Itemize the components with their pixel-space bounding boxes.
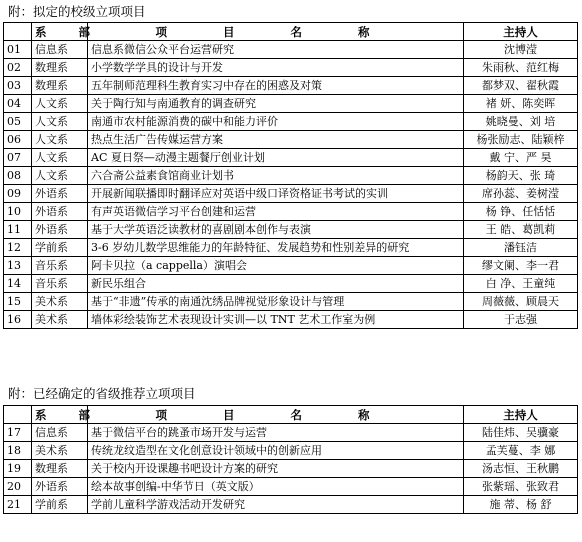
department-cell: 数理系 <box>32 59 88 77</box>
project-title-cell: 五年制师范理科生教育实习中存在的困惑及对策 <box>88 77 464 95</box>
row-number: 17 <box>4 424 32 442</box>
table-row <box>4 442 578 460</box>
host-cell: 王 皓、葛凯莉 <box>464 221 578 239</box>
department-cell: 信息系 <box>32 424 88 442</box>
row-number: 04 <box>4 95 32 113</box>
row-number: 18 <box>4 442 32 460</box>
department-cell: 音乐系 <box>32 257 88 275</box>
host-cell: 席孙蕊、姜树滢 <box>464 185 578 203</box>
project-title-cell: 墙体彩绘装饰艺术表现设计实训—以 TNT 艺术工作室为例 <box>88 311 464 329</box>
project-title-cell: 学前儿童科学游戏活动开发研究 <box>88 496 464 514</box>
host-cell: 朱雨秋、范红梅 <box>464 59 578 77</box>
table-row <box>4 95 578 113</box>
header-dept: 系 部 <box>32 23 88 41</box>
host-cell: 都梦双、翟秋霞 <box>464 77 578 95</box>
table-row <box>4 113 578 131</box>
table-row <box>4 41 578 59</box>
row-number: 03 <box>4 77 32 95</box>
header-title: 项 目 名 称 <box>88 406 464 424</box>
header-title: 项 目 名 称 <box>88 23 464 41</box>
project-title-cell: 南通市农村能源消费的碳中和能力评价 <box>88 113 464 131</box>
department-cell: 外语系 <box>32 478 88 496</box>
table-row <box>4 131 578 149</box>
section2-heading: 附：已经确定的省级推荐立项项目 <box>8 386 196 401</box>
project-title-cell: 小学数学学具的设计与开发 <box>88 59 464 77</box>
table-row <box>4 311 578 329</box>
project-title-cell: 六合斋公益素食馆商业计划书 <box>88 167 464 185</box>
table-row <box>4 275 578 293</box>
row-number: 07 <box>4 149 32 167</box>
table-header-row <box>4 23 578 41</box>
row-number: 21 <box>4 496 32 514</box>
project-title-cell: AC 夏日祭—动漫主题餐厅创业计划 <box>88 149 464 167</box>
section1-heading: 附：拟定的校级立项项目 <box>8 4 146 19</box>
department-cell: 外语系 <box>32 203 88 221</box>
host-cell: 杨张励志、陆颖梓 <box>464 131 578 149</box>
host-cell: 沈博滢 <box>464 41 578 59</box>
department-cell: 学前系 <box>32 496 88 514</box>
department-cell: 外语系 <box>32 185 88 203</box>
header-host: 主持人 <box>464 23 578 41</box>
department-cell: 学前系 <box>32 239 88 257</box>
project-title-cell: 基于大学英语泛读教材的喜剧剧本创作与表演 <box>88 221 464 239</box>
header-host: 主持人 <box>464 406 578 424</box>
project-title-cell: 3-6 岁幼儿数学思维能力的年龄特征、发展趋势和性别差异的研究 <box>88 239 464 257</box>
header-no <box>4 406 32 424</box>
table-row <box>4 478 578 496</box>
project-title-cell: 基于微信平台的跳蚤市场开发与运营 <box>88 424 464 442</box>
table-row <box>4 77 578 95</box>
host-cell: 周薇薇、顾晨天 <box>464 293 578 311</box>
header-no <box>4 23 32 41</box>
row-number: 08 <box>4 167 32 185</box>
project-title-cell: 基于“非遗”传承的南通沈绣品牌视觉形象设计与管理 <box>88 293 464 311</box>
row-number: 20 <box>4 478 32 496</box>
row-number: 06 <box>4 131 32 149</box>
department-cell: 美术系 <box>32 311 88 329</box>
host-cell: 白 净、王童纯 <box>464 275 578 293</box>
school-projects-table <box>3 22 578 329</box>
department-cell: 人文系 <box>32 95 88 113</box>
department-cell: 外语系 <box>32 221 88 239</box>
host-cell: 戴 宁、严 昊 <box>464 149 578 167</box>
project-title-cell: 关于陶行知与南通教育的调查研究 <box>88 95 464 113</box>
table-row <box>4 59 578 77</box>
table-row <box>4 496 578 514</box>
row-number: 09 <box>4 185 32 203</box>
department-cell: 美术系 <box>32 293 88 311</box>
table-row <box>4 221 578 239</box>
project-title-cell: 开展新闻联播即时翻译应对英语中级口译资格证书考试的实训 <box>88 185 464 203</box>
department-cell: 数理系 <box>32 460 88 478</box>
row-number: 12 <box>4 239 32 257</box>
row-number: 14 <box>4 275 32 293</box>
department-cell: 音乐系 <box>32 275 88 293</box>
project-title-cell: 绘本故事创编-中华节日（英文版） <box>88 478 464 496</box>
table-row <box>4 185 578 203</box>
row-number: 16 <box>4 311 32 329</box>
host-cell: 陆佳炜、吴骥豪 <box>464 424 578 442</box>
table-row <box>4 257 578 275</box>
header-dept: 系 部 <box>32 406 88 424</box>
table-row <box>4 424 578 442</box>
project-title-cell: 关于校内开设课趣书吧设计方案的研究 <box>88 460 464 478</box>
host-cell: 杨 铮、任恬恬 <box>464 203 578 221</box>
host-cell: 姚晓曼、刘 培 <box>464 113 578 131</box>
host-cell: 杨韵天、张 琦 <box>464 167 578 185</box>
host-cell: 褚 妍、陈奕晖 <box>464 95 578 113</box>
host-cell: 汤志恒、王秋鹏 <box>464 460 578 478</box>
row-number: 01 <box>4 41 32 59</box>
table-header-row <box>4 406 578 424</box>
project-title-cell: 有声英语微信学习平台创建和运营 <box>88 203 464 221</box>
project-title-cell: 新民乐组合 <box>88 275 464 293</box>
project-title-cell: 传统龙纹造型在文化创意设计领域中的创新应用 <box>88 442 464 460</box>
table-row <box>4 167 578 185</box>
table-row <box>4 293 578 311</box>
host-cell: 施 蒂、杨 舒 <box>464 496 578 514</box>
department-cell: 人文系 <box>32 131 88 149</box>
host-cell: 于志强 <box>464 311 578 329</box>
department-cell: 美术系 <box>32 442 88 460</box>
department-cell: 人文系 <box>32 149 88 167</box>
provincial-projects-table <box>3 405 578 514</box>
department-cell: 人文系 <box>32 113 88 131</box>
table-row <box>4 460 578 478</box>
project-title-cell: 阿卡贝拉（a cappella）演唱会 <box>88 257 464 275</box>
row-number: 11 <box>4 221 32 239</box>
project-title-cell: 信息系微信公众平台运营研究 <box>88 41 464 59</box>
row-number: 02 <box>4 59 32 77</box>
host-cell: 潘钰洁 <box>464 239 578 257</box>
row-number: 15 <box>4 293 32 311</box>
table-row <box>4 239 578 257</box>
department-cell: 信息系 <box>32 41 88 59</box>
host-cell: 缪文阑、李一君 <box>464 257 578 275</box>
table-row <box>4 149 578 167</box>
table-row <box>4 203 578 221</box>
row-number: 05 <box>4 113 32 131</box>
row-number: 19 <box>4 460 32 478</box>
host-cell: 张紫瑶、张致君 <box>464 478 578 496</box>
row-number: 13 <box>4 257 32 275</box>
department-cell: 人文系 <box>32 167 88 185</box>
project-title-cell: 热点生活广告传媒运营方案 <box>88 131 464 149</box>
row-number: 10 <box>4 203 32 221</box>
department-cell: 数理系 <box>32 77 88 95</box>
host-cell: 孟芙蔓、李 娜 <box>464 442 578 460</box>
